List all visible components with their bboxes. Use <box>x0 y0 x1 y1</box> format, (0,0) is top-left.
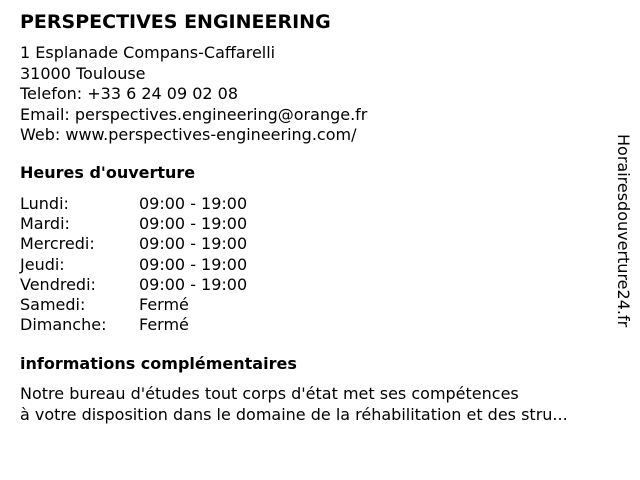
day-label: Jeudi: <box>20 254 65 274</box>
info-description <box>20 384 568 425</box>
day-label: Dimanche: <box>20 315 107 335</box>
company-name: PERSPECTIVES ENGINEERING <box>20 11 331 33</box>
address-line-1: 1 Esplanade Compans-Caffarelli <box>20 43 276 62</box>
contact-block <box>20 43 367 146</box>
info-line-1: Notre bureau d'études tout corps d'état met ses compétences <box>20 384 519 403</box>
time-value: 09:00 - 19:00 <box>139 274 248 294</box>
time-value: Fermé <box>139 315 189 335</box>
email-line: Email: perspectives.engineering@orange.fr <box>20 104 368 124</box>
web-line: Web: www.perspectives-engineering.com/ <box>20 125 357 144</box>
source-watermark: Horairesdouverture24.fr <box>614 134 633 328</box>
day-label: Mardi: <box>20 214 70 234</box>
address-line-2: 31000 Toulouse <box>20 63 146 83</box>
time-value: 09:00 - 19:00 <box>139 254 248 274</box>
info-heading: informations complémentaires <box>20 354 297 373</box>
time-value: 09:00 - 19:00 <box>139 214 248 234</box>
time-value: 09:00 - 19:00 <box>139 194 248 213</box>
day-label: Samedi: <box>20 294 86 314</box>
hours-heading: Heures d'ouverture <box>20 163 196 182</box>
day-label: Mercredi: <box>20 234 95 254</box>
time-value: Fermé <box>139 294 189 314</box>
day-label: Vendredi: <box>20 274 96 294</box>
time-value: 09:00 - 19:00 <box>139 234 248 254</box>
info-line-2: à votre disposition dans le domaine de la réhabilitation et des stru... <box>20 404 568 424</box>
day-label: Lundi: <box>20 194 69 213</box>
phone-line: Telefon: +33 6 24 09 02 08 <box>20 84 239 103</box>
